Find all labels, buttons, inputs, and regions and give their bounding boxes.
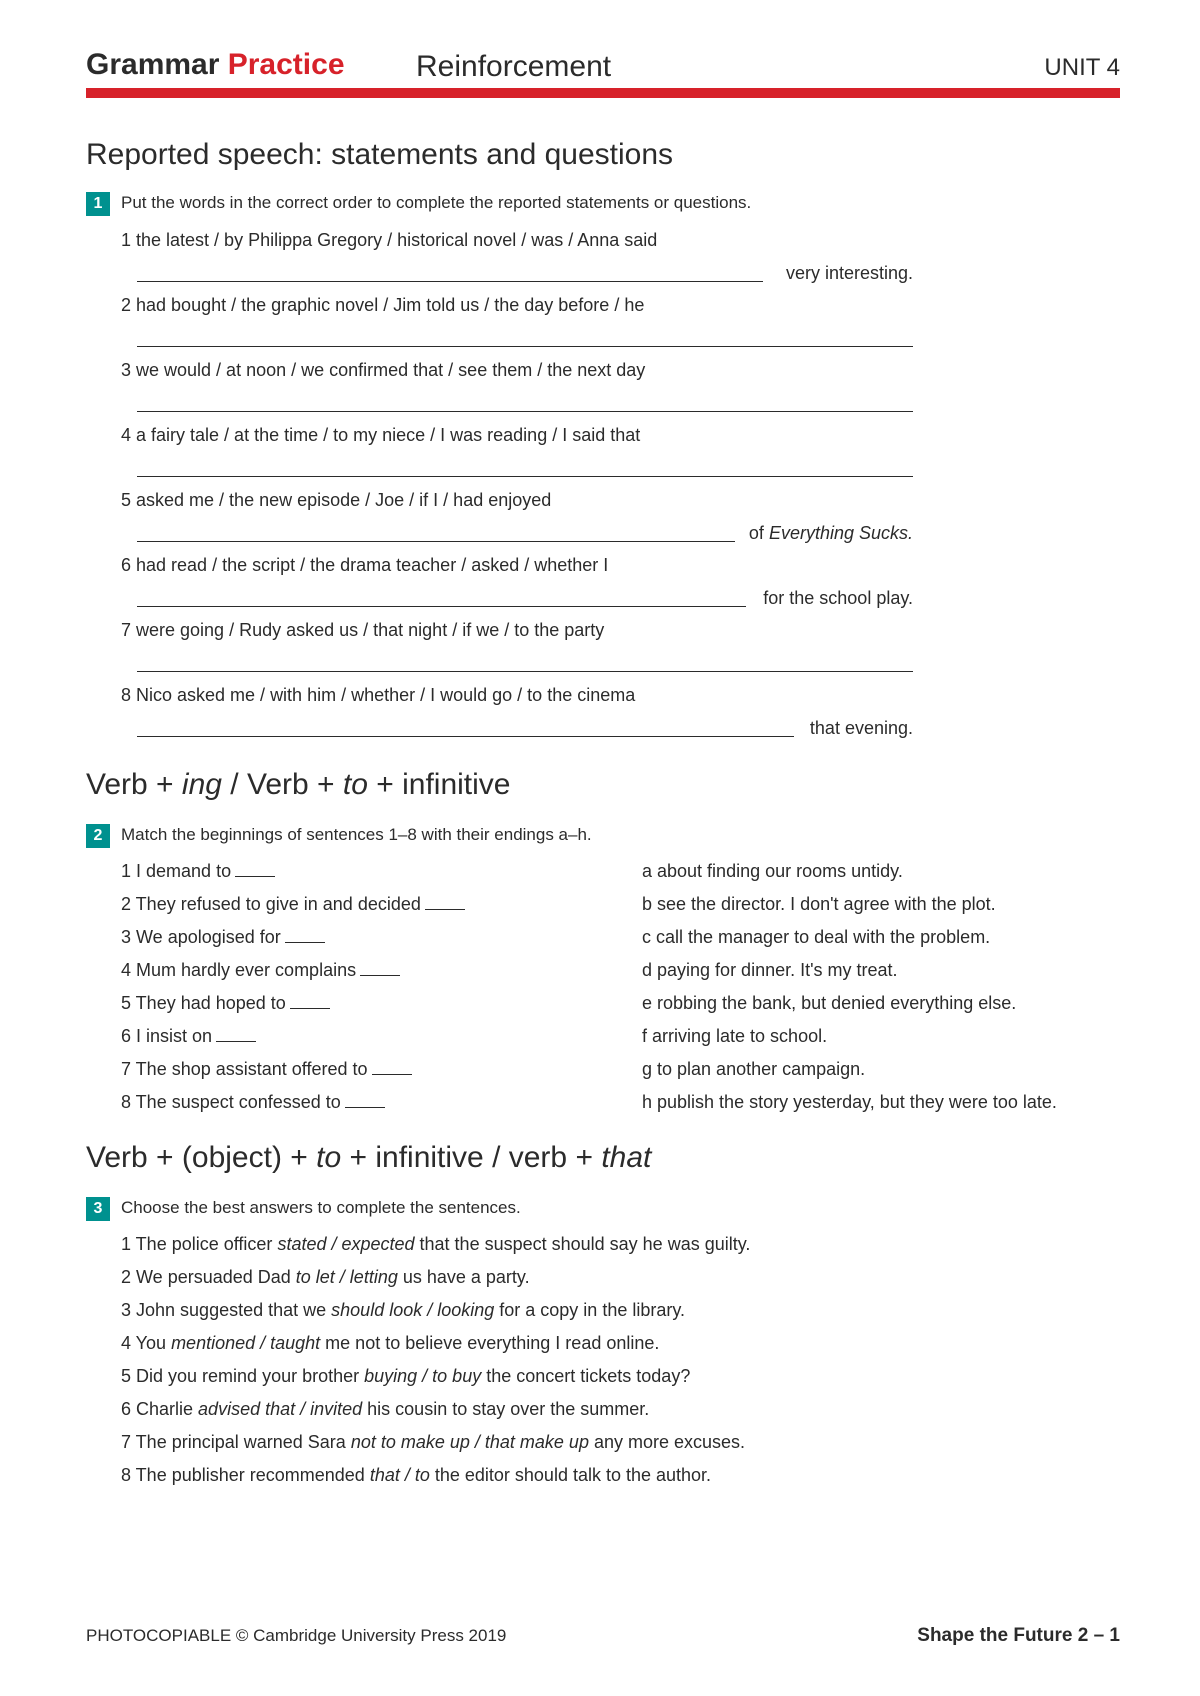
- answer-blank[interactable]: [425, 895, 465, 910]
- choice-sentence: [121, 1300, 685, 1321]
- answer-options[interactable]: buying / to buy: [364, 1366, 482, 1386]
- match-ending: b see the director. I don't agree with the plot.: [642, 894, 996, 914]
- answer-blank[interactable]: [235, 862, 275, 877]
- choice-sentence: [121, 1267, 530, 1288]
- page-header: [86, 48, 1120, 88]
- answer-options[interactable]: advised that / invited: [198, 1399, 363, 1419]
- exercise-1-prompt: 5 asked me / the new episode / Joe / if I / had enjoyed: [121, 490, 552, 510]
- answer-options[interactable]: not to make up / that make up: [350, 1432, 589, 1452]
- header-unit: UNIT 4: [1044, 54, 1120, 81]
- answer-tail-plain: of: [748, 523, 764, 543]
- answer-underline: [137, 281, 763, 282]
- answer-tail-title: Everything Sucks.: [768, 523, 913, 543]
- match-beginning: [121, 993, 330, 1014]
- sentence-start: 1 The police officer: [121, 1234, 278, 1254]
- answer-line[interactable]: [137, 652, 913, 674]
- choice-sentence: [121, 1234, 750, 1255]
- header-subtitle: Reinforcement: [416, 50, 612, 83]
- sentence-end: any more excuses.: [588, 1432, 746, 1452]
- exercise-1-prompt: 4 a fairy tale / at the time / to my niece / I was reading / I said that: [121, 425, 641, 445]
- answer-blank[interactable]: [290, 994, 330, 1009]
- match-beginning-text: 2 They refused to give in and decided: [121, 894, 421, 914]
- choice-sentence: [121, 1465, 711, 1486]
- answer-tail: that evening.: [809, 718, 913, 738]
- header-title-practice: Practice: [227, 48, 345, 81]
- sentence-end: the concert tickets today?: [481, 1366, 691, 1386]
- choice-sentence: [121, 1432, 745, 1453]
- exercise-number-badge: 1: [86, 192, 110, 216]
- header-title: [86, 48, 345, 82]
- sentence-end: that the suspect should say he was guilty.: [414, 1234, 751, 1254]
- sentence-end: the editor should talk to the author.: [429, 1465, 712, 1485]
- answer-blank[interactable]: [372, 1060, 412, 1075]
- match-ending: d paying for dinner. It's my treat.: [642, 960, 898, 980]
- section-title-verb-ing: [86, 768, 510, 802]
- section-title-part: ing: [181, 768, 222, 801]
- answer-line[interactable]: [137, 587, 913, 609]
- section-title-verb-object-infinitive: [86, 1141, 651, 1175]
- section-title-part: / Verb +: [221, 768, 343, 801]
- section-title-part: Verb +: [86, 768, 182, 801]
- sentence-start: 3 John suggested that we: [121, 1300, 332, 1320]
- answer-line[interactable]: [137, 717, 913, 739]
- answer-line[interactable]: [137, 457, 913, 479]
- answer-underline: [137, 411, 913, 412]
- sentence-end: his cousin to stay over the summer.: [362, 1399, 650, 1419]
- choice-sentence: [121, 1333, 659, 1354]
- section-title-part: to: [342, 768, 368, 801]
- answer-blank[interactable]: [360, 961, 400, 976]
- answer-underline: [137, 736, 794, 737]
- answer-options[interactable]: that / to: [369, 1465, 430, 1485]
- exercise-1-prompt: 2 had bought / the graphic novel / Jim told us / the day before / he: [121, 295, 645, 315]
- match-ending: f arriving late to school.: [642, 1026, 828, 1046]
- exercise-instruction: Put the words in the correct order to complete the reported statements or questions.: [121, 193, 752, 212]
- match-ending: a about finding our rooms untidy.: [642, 861, 903, 881]
- sentence-start: 7 The principal warned Sara: [121, 1432, 351, 1452]
- answer-line[interactable]: [137, 327, 913, 349]
- match-beginning: [121, 960, 400, 981]
- answer-tail: [749, 523, 913, 544]
- sentence-start: 6 Charlie: [121, 1399, 199, 1419]
- match-beginning-text: 6 I insist on: [121, 1026, 213, 1046]
- answer-blank[interactable]: [345, 1093, 385, 1108]
- exercise-number-badge: 2: [86, 824, 110, 848]
- header-divider: [86, 88, 1120, 98]
- answer-underline: [137, 671, 913, 672]
- answer-options[interactable]: should look / looking: [331, 1300, 495, 1320]
- section-title-part: + infinitive / verb +: [341, 1141, 602, 1174]
- match-beginning: [121, 861, 275, 882]
- match-ending: c call the manager to deal with the problem.: [642, 927, 991, 947]
- answer-tail: very interesting.: [785, 263, 913, 283]
- footer-copyright: PHOTOCOPIABLE © Cambridge University Press 2019: [86, 1626, 507, 1645]
- match-beginning-text: 3 We apologised for: [121, 927, 281, 947]
- answer-underline: [137, 476, 913, 477]
- answer-line[interactable]: [137, 262, 913, 284]
- match-beginning-text: 7 The shop assistant offered to: [121, 1059, 368, 1079]
- exercise-instruction: Match the beginnings of sentences 1–8 with their endings a–h.: [121, 825, 592, 844]
- answer-line[interactable]: [137, 392, 913, 414]
- exercise-1-prompt: 8 Nico asked me / with him / whether / I would go / to the cinema: [121, 685, 636, 705]
- match-beginning: [121, 927, 325, 948]
- sentence-start: 5 Did you remind your brother: [121, 1366, 365, 1386]
- match-beginning-text: 5 They had hoped to: [121, 993, 286, 1013]
- match-ending: g to plan another campaign.: [642, 1059, 866, 1079]
- match-beginning: [121, 1092, 385, 1113]
- match-ending: e robbing the bank, but denied everything else.: [642, 993, 1017, 1013]
- match-ending: h publish the story yesterday, but they were too late.: [642, 1092, 1057, 1112]
- section-title-part: to: [316, 1141, 342, 1174]
- answer-underline: [137, 606, 746, 607]
- answer-blank[interactable]: [216, 1027, 256, 1042]
- section-title-part: + infinitive: [367, 768, 511, 801]
- exercise-number-badge: 3: [86, 1197, 110, 1221]
- match-beginning: [121, 1059, 412, 1080]
- sentence-end: me not to believe everything I read online.: [320, 1333, 660, 1353]
- exercise-1-prompt: 1 the latest / by Philippa Gregory / historical novel / was / Anna said: [121, 230, 658, 250]
- section-title-part: Verb + (object) +: [86, 1141, 317, 1174]
- sentence-start: 2 We persuaded Dad: [121, 1267, 296, 1287]
- answer-options[interactable]: mentioned / taught: [171, 1333, 321, 1353]
- answer-options[interactable]: to let / letting: [295, 1267, 398, 1287]
- exercise-instruction: Choose the best answers to complete the sentences.: [121, 1198, 521, 1217]
- answer-options[interactable]: stated / expected: [277, 1234, 415, 1254]
- exercise-1-prompt: 3 we would / at noon / we confirmed that / see them / the next day: [121, 360, 646, 380]
- sentence-end: us have a party.: [397, 1267, 530, 1287]
- section-title-reported-speech: Reported speech: statements and questions: [86, 138, 674, 171]
- choice-sentence: [121, 1366, 690, 1387]
- header-title-grammar: Grammar: [86, 48, 220, 81]
- match-beginning: [121, 894, 465, 915]
- footer-page-number: Shape the Future 2 – 1: [917, 1625, 1120, 1646]
- match-beginning-text: 8 The suspect confessed to: [121, 1092, 341, 1112]
- match-beginning-text: 1 I demand to: [121, 861, 232, 881]
- answer-line[interactable]: [137, 522, 913, 544]
- answer-blank[interactable]: [285, 928, 325, 943]
- exercise-1-prompt: 7 were going / Rudy asked us / that night / if we / to the party: [121, 620, 605, 640]
- section-title-part: that: [601, 1141, 652, 1174]
- choice-sentence: [121, 1399, 649, 1420]
- answer-underline: [137, 541, 735, 542]
- sentence-end: for a copy in the library.: [494, 1300, 686, 1320]
- sentence-start: 4 You: [121, 1333, 172, 1353]
- exercise-1-prompt: 6 had read / the script / the drama teacher / asked / whether I: [121, 555, 609, 575]
- answer-underline: [137, 346, 913, 347]
- match-beginning: [121, 1026, 256, 1047]
- answer-tail: for the school play.: [763, 588, 913, 608]
- match-beginning-text: 4 Mum hardly ever complains: [121, 960, 357, 980]
- sentence-start: 8 The publisher recommended: [121, 1465, 370, 1485]
